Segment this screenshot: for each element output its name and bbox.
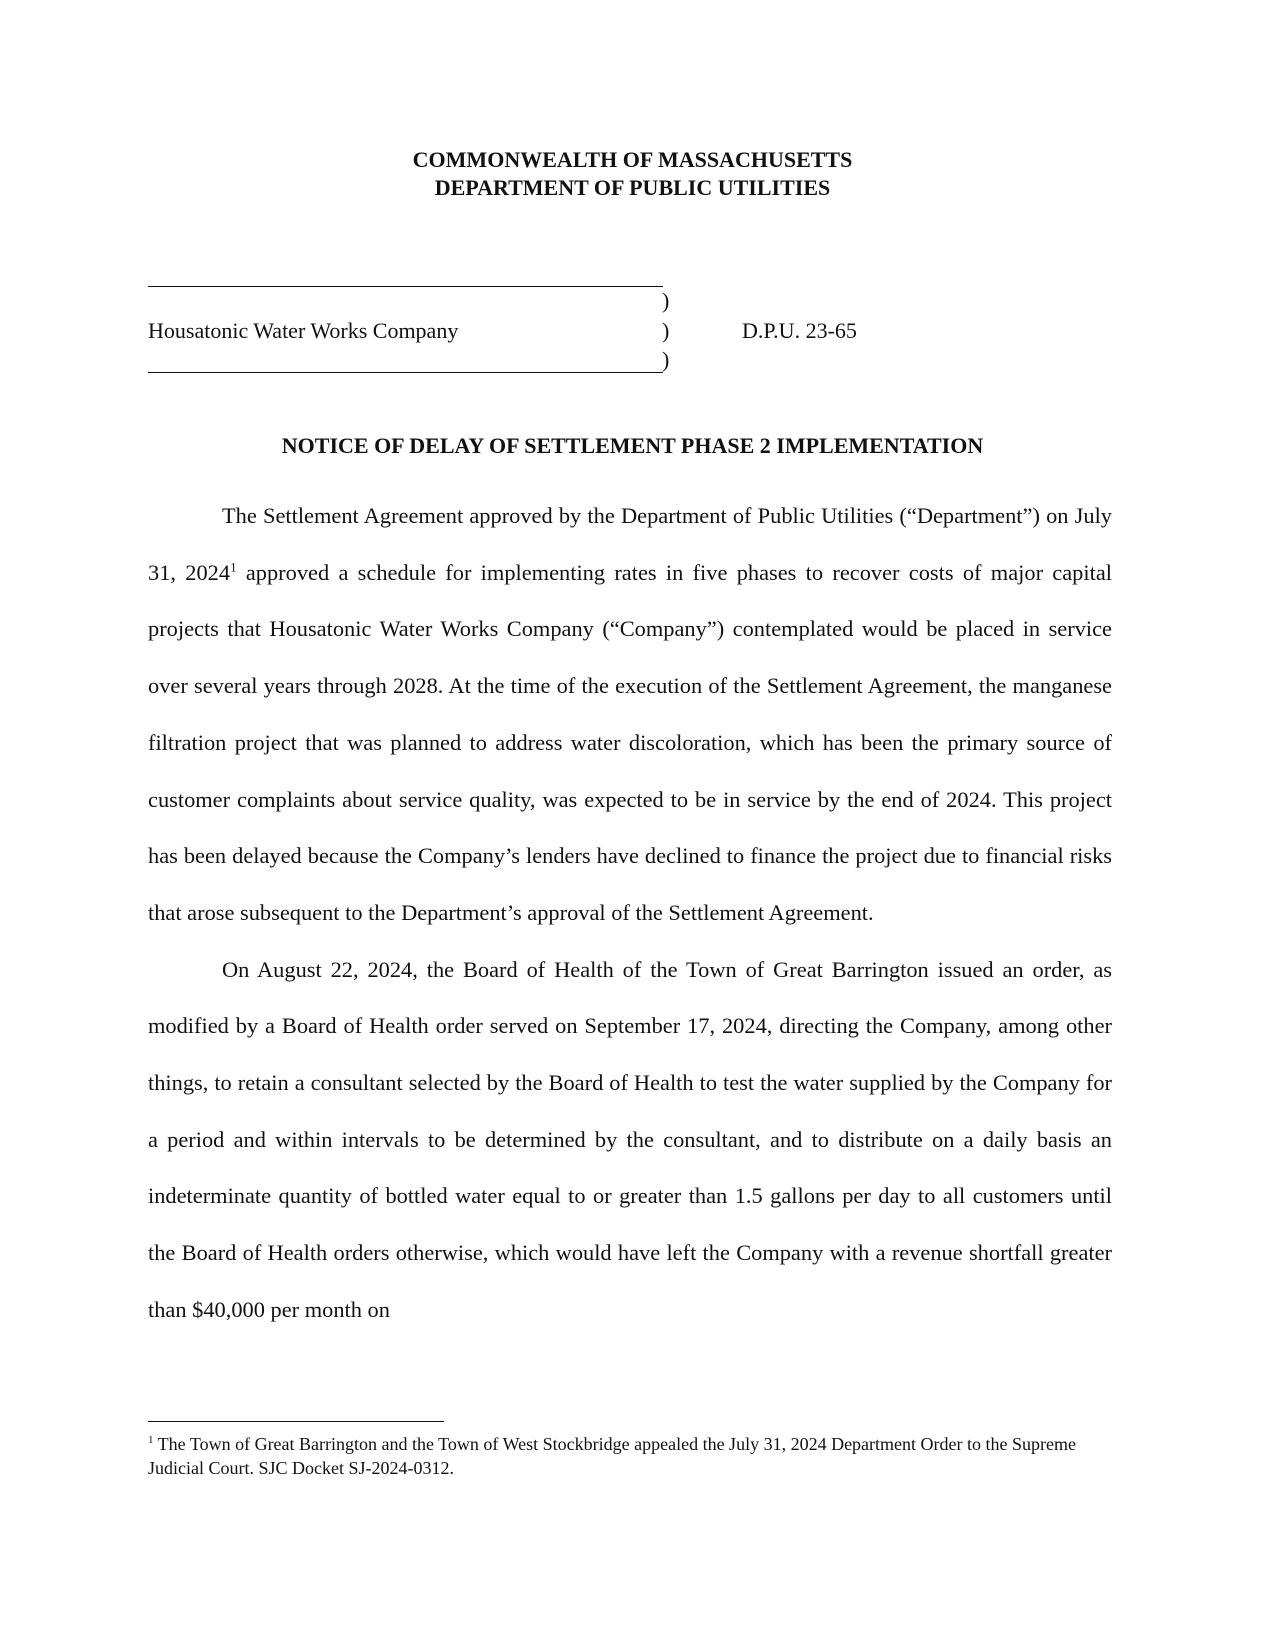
paragraph-1-part-1: The Settlement Agreement approved by the Department of Public Utilities (“Department”) on July 31, 2024: [148, 503, 1112, 585]
caption-top-rule: [148, 286, 663, 287]
footnote-text: The Town of Great Barrington and the Town of West Stockbridge appealed the July 31, 2024 Department Order to the Supreme Judicial Court. SJC Docket SJ-2024-0312.: [148, 1434, 1076, 1478]
footnote-1: [148, 1432, 1112, 1480]
paragraph-1-part-2: approved a schedule for implementing rates in five phases to recover costs of major capital projects that Housatonic Water Works Company (“Company”) contemplated would be placed in service over several years through 2028. At the time of the execution of the Settlement Agreement, the manganese filtration project that was planned to address water discoloration, which has been the primary source of customer complaints about service quality, was expected to be in service by the end of 2024. This project has been delayed because the Company’s lenders have declined to finance the project due to financial risks that arose subsequent to the Department’s approval of the Settlement Agreement.: [148, 559, 1112, 925]
paragraph-2: On August 22, 2024, the Board of Health of the Town of Great Barrington issued an order, as modified by a Board of Health order served on September 17, 2024, directing the Company, among other things, to retain a consultant selected by the Board of Health to test the water supplied by the Company for a period and within intervals to be determined by the consultant, and to distribute on a daily basis an indeterminate quantity of bottled water equal to or greater than 1.5 gallons per day to all customers until the Board of Health orders otherwise, which would have left the Company with a revenue shortfall greater than $40,000 per month on: [148, 956, 1112, 1322]
caption-paren-3: ): [662, 347, 670, 372]
body-text: [148, 488, 1112, 1339]
caption-party-name: Housatonic Water Works Company: [148, 318, 459, 343]
caption-paren-1: ): [662, 288, 670, 313]
footnote-mark: 1: [148, 1434, 154, 1446]
notice-title: NOTICE OF DELAY OF SETTLEMENT PHASE 2 IMPLEMENTATION: [281, 433, 984, 458]
caption-bottom-rule: [148, 372, 663, 373]
document-header: [0, 146, 1265, 202]
footnote-reference[interactable]: 1: [230, 559, 237, 575]
docket-number: D.P.U. 23-65: [742, 318, 857, 343]
footnote-separator: [148, 1421, 444, 1422]
paragraph-1: [148, 488, 1112, 942]
header-department: DEPARTMENT OF PUBLIC UTILITIES: [434, 175, 831, 200]
caption-paren-2: ): [662, 318, 670, 343]
header-commonwealth: COMMONWEALTH OF MASSACHUSETTS: [412, 147, 853, 172]
